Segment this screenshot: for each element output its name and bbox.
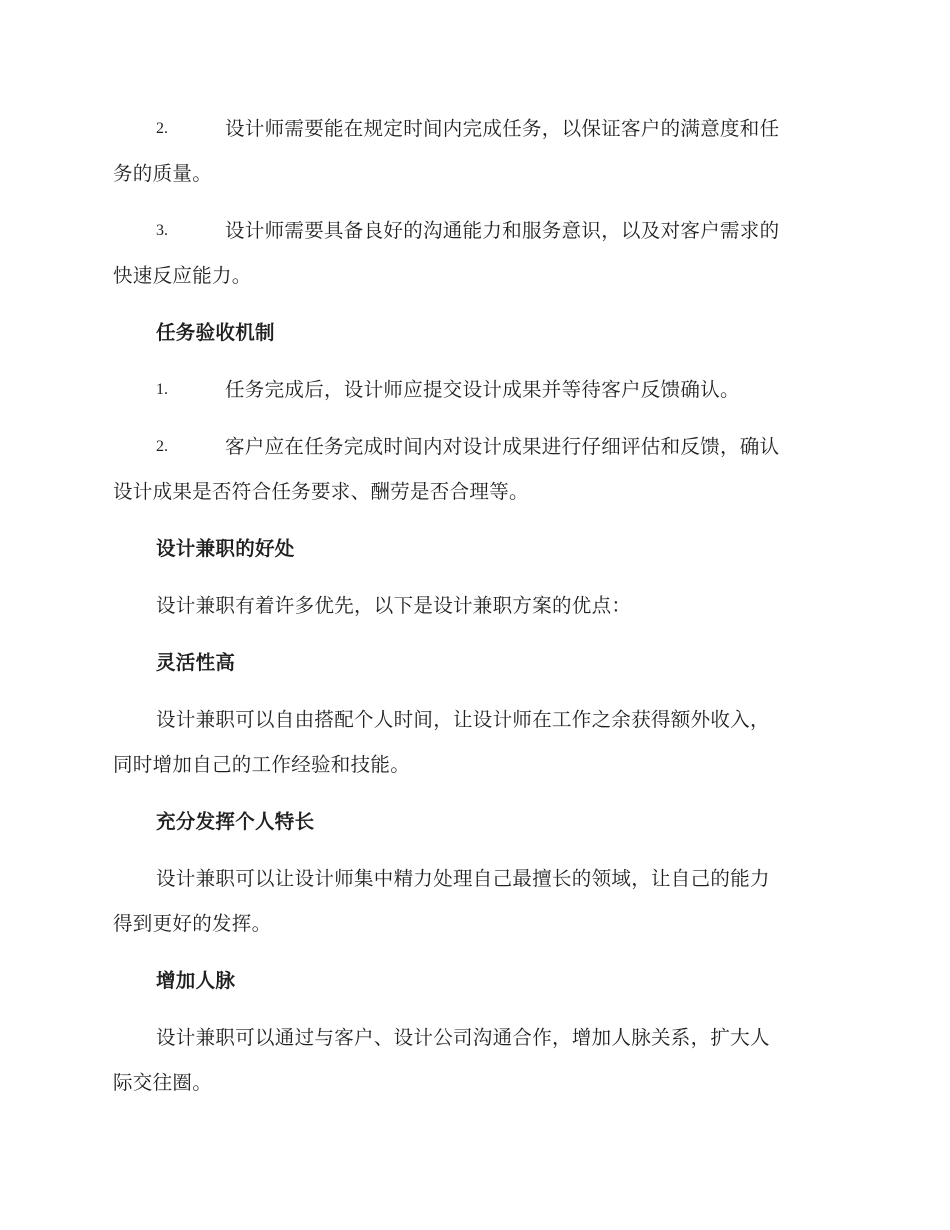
paragraph-line: 得到更好的发挥。 — [113, 912, 272, 935]
paragraph — [113, 856, 835, 946]
list-number: 2. — [156, 438, 168, 455]
list-number: 1. — [156, 381, 168, 398]
section-heading: 增加人脉 — [156, 969, 236, 992]
paragraph-line: 际交往圈。 — [113, 1071, 213, 1094]
section-heading: 任务验收机制 — [156, 321, 275, 344]
list-number: 3. — [156, 222, 168, 239]
paragraph-line: 设计兼职可以让设计师集中精力处理自己最擅长的领域，让自己的能力 — [156, 867, 770, 890]
list-item — [113, 106, 835, 196]
paragraph — [113, 697, 835, 787]
paragraph-line: 设计兼职可以通过与客户、设计公司沟通合作，增加人脉关系，扩大人 — [156, 1026, 770, 1049]
paragraph-line: 同时增加自己的工作经验和技能。 — [113, 753, 411, 776]
paragraph-line: 快速反应能力。 — [113, 264, 252, 287]
paragraph-line: 设计兼职有着许多优先，以下是设计兼职方案的优点： — [156, 594, 632, 617]
paragraph-line: 客户应在任务完成时间内对设计成果进行仔细评估和反馈，确认 — [225, 435, 780, 458]
list-number: 2. — [156, 120, 168, 137]
list-item — [113, 424, 835, 514]
list-item — [113, 208, 835, 298]
paragraph-line: 设计成果是否符合任务要求、酬劳是否合理等。 — [113, 480, 529, 503]
paragraph-line: 设计师需要具备良好的沟通能力和服务意识，以及对客户需求的 — [225, 219, 780, 242]
document-body — [113, 106, 835, 1105]
section-heading: 充分发挥个人特长 — [156, 810, 315, 833]
section-heading: 设计兼职的好处 — [156, 537, 295, 560]
paragraph-line: 设计师需要能在规定时间内完成任务，以保证客户的满意度和任 — [225, 117, 780, 140]
paragraph-line: 任务完成后，设计师应提交设计成果并等待客户反馈确认。 — [225, 378, 740, 401]
paragraph — [113, 1015, 835, 1105]
section-heading: 灵活性高 — [156, 651, 236, 674]
paragraph-line: 务的质量。 — [113, 162, 213, 185]
paragraph-line: 设计兼职可以自由搭配个人时间，让设计师在工作之余获得额外收入， — [156, 708, 770, 731]
list-item — [113, 367, 835, 412]
